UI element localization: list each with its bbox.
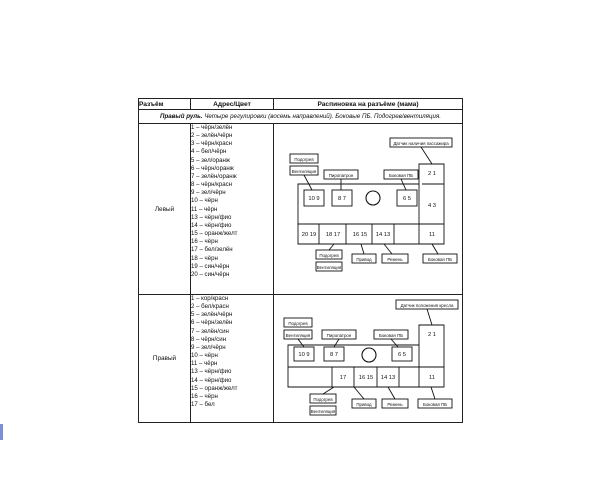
- label-side-airbag-bottom: Боковая ПБ: [422, 402, 448, 407]
- wire-item: 11 – чёрн: [191, 205, 218, 213]
- connector-name-left: Левый: [139, 124, 191, 295]
- pin-cell-4-3: 4 3: [427, 203, 437, 209]
- pin-cell-8-7: 8 7: [337, 196, 347, 202]
- wire-item: 6 – чёрн/оранж: [191, 164, 234, 172]
- wire-item: 19 – син/чёрн: [191, 262, 230, 270]
- header-address: Адрес/Цвет: [191, 99, 274, 110]
- pin-cell-16-15: 16 15: [352, 232, 368, 238]
- table-row-right: [139, 295, 463, 423]
- wire-item: 2 – зелён/чёрн: [191, 132, 233, 140]
- connector-diagram-right: [274, 295, 463, 422]
- edge-mark: [0, 424, 3, 440]
- label-heating-bottom: Подогрев: [319, 253, 339, 258]
- label-pyro: Пиропатрон: [328, 173, 354, 178]
- subheading-bold: Правый руль.: [160, 113, 203, 120]
- wire-item: 8 – чёрн/красн: [191, 181, 233, 189]
- wire-item: 14 – чёрн/фио: [191, 376, 232, 384]
- connector-diagram-left: [274, 124, 463, 294]
- subheading-text: Четыре регулировки (восемь направлений). Боковые ПБ. Подогрев/вентиляция.: [202, 113, 441, 120]
- pin-cell-11: 11: [428, 232, 436, 238]
- wire-item: 18 – чёрн: [191, 254, 218, 262]
- label-heating: Подогрев: [288, 321, 308, 326]
- pin-cell-14-13: 14 13: [375, 232, 391, 238]
- header-connector: Разъём: [139, 99, 191, 110]
- wire-item: 15 – оранж/желт: [191, 230, 238, 238]
- pinout-table: [138, 98, 463, 423]
- wire-item: 13 – чёрн/фио: [191, 213, 232, 221]
- label-ventilation-bottom: Вентиляция: [316, 265, 342, 270]
- pin-cell-2-1: 2 1: [427, 171, 437, 177]
- wire-item: 1 – кор/красн: [191, 295, 229, 302]
- label-heating: Подогрев: [294, 157, 314, 162]
- wire-item: 16 – чёрн: [191, 238, 218, 246]
- label-drive: Привод: [356, 257, 372, 262]
- pin-cell-14-13: 14 13: [380, 375, 396, 381]
- pin-cell-11: 11: [428, 375, 436, 381]
- wire-item: 16 – чёрн: [191, 392, 218, 400]
- pinout-diagram-right: [274, 295, 463, 423]
- wire-item: 15 – оранж/желт: [191, 384, 238, 392]
- label-belt: Ремень: [387, 257, 403, 262]
- wire-item: 17 – бел: [191, 401, 215, 409]
- wire-item: 1 – чёрн/зелён: [191, 124, 233, 131]
- label-ventilation-bottom: Вентиляция: [310, 409, 336, 414]
- wire-item: 6 – чёрн/зелён: [191, 319, 233, 327]
- wire-item: 7 – зелён/син: [191, 327, 229, 335]
- pin-cell-18-17: 18 17: [325, 232, 341, 238]
- header-row: [139, 99, 463, 110]
- wire-item: 9 – зел/чёрн: [191, 343, 226, 351]
- header-pinout: Распиновка на разъёме (мама): [274, 99, 463, 110]
- wire-item: 14 – чёрн/фио: [191, 221, 232, 229]
- pin-cell-2-1: 2 1: [427, 332, 437, 338]
- wire-item: 20 – син/чёрн: [191, 270, 230, 278]
- wire-item: 5 – зел/оранж: [191, 156, 230, 164]
- pin-cell-17: 17: [339, 375, 347, 381]
- wire-item: 4 – бел/чёрн: [191, 148, 227, 156]
- subheading-row: [139, 110, 463, 124]
- label-belt: Ремень: [387, 402, 403, 407]
- wire-list-left: [191, 124, 274, 295]
- pin-cell-8-7: 8 7: [329, 352, 339, 358]
- label-ventilation: Вентиляция: [285, 333, 311, 338]
- label-drive: Привод: [356, 402, 372, 407]
- wire-item: 13 – чёрн/фио: [191, 368, 232, 376]
- label-heating-bottom: Подогрев: [313, 397, 333, 402]
- wire-list-right: [191, 295, 274, 423]
- wire-item: 10 – чёрн: [191, 352, 218, 360]
- connector-name-right: Правый: [139, 295, 191, 423]
- wire-item: 10 – чёрн: [191, 197, 218, 205]
- pin-cell-10-9: 10 9: [308, 196, 320, 202]
- subheading: [139, 110, 463, 124]
- wire-item: 7 – зелён/оранж: [191, 172, 237, 180]
- table-row-left: [139, 124, 463, 295]
- label-side-airbag: Боковая ПБ: [388, 173, 414, 178]
- label-sensor: Датчик положения кресла: [400, 303, 454, 308]
- wire-item: 3 – чёрн/красн: [191, 140, 233, 148]
- label-sensor: Датчик наличия пассажира: [393, 141, 449, 146]
- wire-item: 9 – зел/чёрн: [191, 189, 226, 197]
- pin-cell-10-9: 10 9: [298, 352, 310, 358]
- wire-item: 2 – бел/красн: [191, 303, 229, 311]
- pin-cell-20-19: 20 19: [301, 232, 317, 238]
- label-side-airbag: Боковая ПБ: [378, 333, 404, 338]
- pin-cell-16-15: 16 15: [358, 375, 374, 381]
- pin-cell-6-5: 6 5: [402, 196, 412, 202]
- pin-cell-6-5: 6 5: [397, 352, 407, 358]
- wire-item: 5 – зелён/чёрн: [191, 311, 233, 319]
- label-ventilation: Вентиляция: [291, 169, 317, 174]
- label-side-airbag-bottom: Боковая ПБ: [427, 257, 453, 262]
- wire-item: 8 – чёрн/син: [191, 335, 226, 343]
- pinout-diagram-left: [274, 124, 463, 295]
- label-pyro: Пиропатрон: [326, 333, 352, 338]
- wire-item: 11 – чёрн: [191, 360, 218, 368]
- wire-item: 17 – бел/зелён: [191, 246, 233, 254]
